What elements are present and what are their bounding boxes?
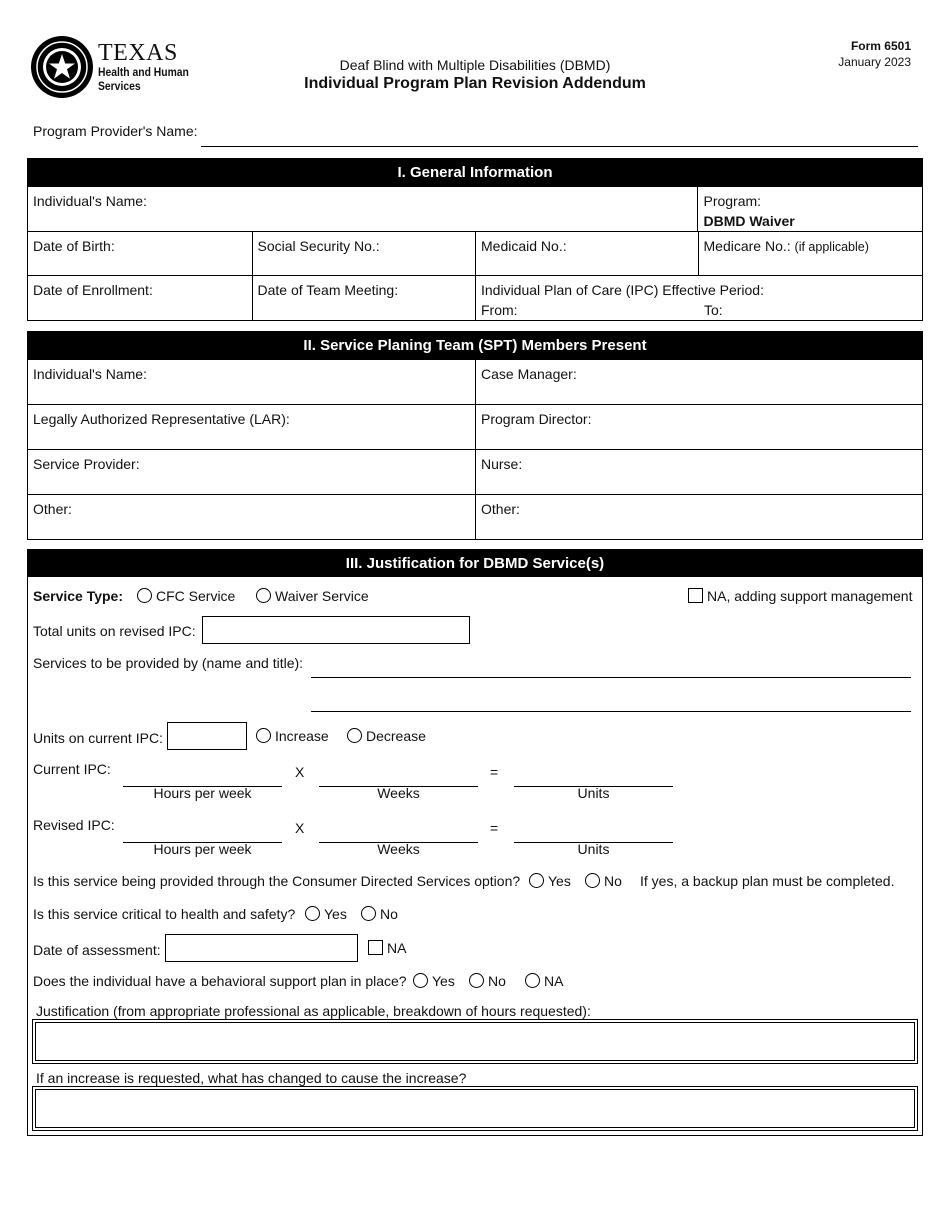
radio-icon bbox=[137, 588, 152, 603]
equals-sign: = bbox=[490, 820, 499, 836]
behavior-question: Does the individual have a behavioral support plan in place? bbox=[33, 973, 407, 989]
section-heading: III. Justification for DBMD Service(s) bbox=[28, 550, 922, 577]
nurse-field[interactable]: Nurse: bbox=[475, 450, 922, 494]
units-current-label: Units on current IPC: bbox=[33, 730, 163, 746]
revised-ipc-label: Revised IPC: bbox=[33, 817, 115, 833]
program-field: Program: DBMD Waiver bbox=[697, 187, 922, 231]
cds-note: If yes, a backup plan must be completed. bbox=[640, 873, 895, 889]
radio-icon bbox=[585, 873, 600, 888]
checkbox-icon bbox=[688, 588, 703, 603]
dob-field[interactable]: Date of Birth: bbox=[33, 238, 115, 254]
behavior-yes-radio[interactable]: Yes bbox=[413, 973, 455, 989]
provider-name-label: Program Provider's Name: bbox=[33, 123, 198, 139]
weeks-caption: Weeks bbox=[377, 785, 420, 801]
increase-reason-textarea[interactable] bbox=[32, 1086, 918, 1131]
waiver-service-radio[interactable]: Waiver Service bbox=[256, 588, 369, 604]
lar-field[interactable]: Legally Authorized Representative (LAR): bbox=[33, 411, 290, 427]
date-assessment-na-checkbox[interactable]: NA bbox=[368, 940, 406, 956]
increase-reason-label: If an increase is requested, what has changed to cause the increase? bbox=[36, 1070, 467, 1086]
ipc-to-label: To: bbox=[704, 302, 723, 318]
other-field-2[interactable]: Other: bbox=[475, 495, 922, 539]
cds-no-radio[interactable]: No bbox=[585, 873, 622, 889]
form-date: January 2023 bbox=[838, 55, 911, 69]
hours-per-week-caption: Hours per week bbox=[153, 841, 252, 857]
form-title: Individual Program Plan Revision Addendum bbox=[304, 75, 646, 92]
hours-per-week-caption: Hours per week bbox=[153, 785, 252, 801]
weeks-caption: Weeks bbox=[377, 841, 420, 857]
logo-texas-text: TEXAS bbox=[98, 40, 178, 66]
other-field-1[interactable]: Other: bbox=[33, 501, 72, 517]
section-general-information bbox=[27, 158, 923, 321]
spt-individual-name-field[interactable]: Individual's Name: bbox=[33, 366, 147, 382]
increase-radio[interactable]: Increase bbox=[256, 728, 329, 744]
ipc-period-field[interactable]: Individual Plan of Care (IPC) Effective Period: From: To: bbox=[475, 276, 922, 320]
cfc-service-radio[interactable]: CFC Service bbox=[137, 588, 235, 604]
form-subtitle: Deaf Blind with Multiple Disabilities (DBMD) bbox=[339, 57, 611, 73]
critical-yes-radio[interactable]: Yes bbox=[305, 906, 347, 922]
radio-icon bbox=[256, 728, 271, 743]
radio-icon bbox=[413, 973, 428, 988]
service-provider-field[interactable]: Service Provider: bbox=[33, 456, 140, 472]
program-value: DBMD Waiver bbox=[703, 213, 795, 229]
services-by-label: Services to be provided by (name and title): bbox=[33, 655, 304, 671]
behavior-na-radio[interactable]: NA bbox=[525, 973, 563, 989]
service-type-label: Service Type: bbox=[33, 588, 124, 604]
radio-icon bbox=[305, 906, 320, 921]
team-meeting-date-field[interactable]: Date of Team Meeting: bbox=[252, 276, 476, 320]
equals-sign: = bbox=[490, 764, 499, 780]
na-support-management-checkbox[interactable]: NA, adding support management bbox=[688, 588, 912, 604]
times-sign: X bbox=[295, 764, 305, 780]
form-number: Form 6501 bbox=[850, 39, 911, 53]
program-director-field[interactable]: Program Director: bbox=[475, 405, 922, 449]
critical-no-radio[interactable]: No bbox=[361, 906, 398, 922]
medicaid-field[interactable]: Medicaid No.: bbox=[475, 232, 698, 275]
services-by-line-2[interactable] bbox=[311, 711, 911, 712]
decrease-radio[interactable]: Decrease bbox=[347, 728, 426, 744]
units-caption: Units bbox=[577, 785, 610, 801]
radio-icon bbox=[256, 588, 271, 603]
section-heading: I. General Information bbox=[28, 159, 922, 186]
units-current-input[interactable] bbox=[167, 722, 247, 750]
radio-icon bbox=[525, 973, 540, 988]
total-units-input[interactable] bbox=[202, 616, 470, 644]
provider-name-field[interactable] bbox=[201, 146, 918, 147]
cds-yes-radio[interactable]: Yes bbox=[529, 873, 571, 889]
radio-icon bbox=[347, 728, 362, 743]
radio-icon bbox=[361, 906, 376, 921]
critical-question: Is this service critical to health and safety? bbox=[33, 906, 296, 922]
services-by-line-1[interactable] bbox=[311, 677, 911, 678]
justification-label: Justification (from appropriate professional as applicable, breakdown of hours requested): bbox=[36, 1003, 591, 1019]
case-manager-field[interactable]: Case Manager: bbox=[475, 360, 922, 404]
cds-question: Is this service being provided through the Consumer Directed Services option? bbox=[33, 873, 521, 889]
current-ipc-label: Current IPC: bbox=[33, 761, 111, 777]
justification-textarea[interactable] bbox=[32, 1019, 918, 1064]
radio-icon bbox=[469, 973, 484, 988]
section-spt-members bbox=[27, 331, 923, 540]
total-units-label: Total units on revised IPC: bbox=[33, 623, 196, 639]
radio-icon bbox=[529, 873, 544, 888]
enrollment-date-field[interactable]: Date of Enrollment: bbox=[33, 282, 153, 298]
units-caption: Units bbox=[577, 841, 610, 857]
individual-name-field[interactable]: Individual's Name: bbox=[33, 193, 147, 209]
behavior-no-radio[interactable]: No bbox=[469, 973, 506, 989]
medicare-field[interactable]: Medicare No.: (if applicable) bbox=[698, 232, 923, 275]
date-assessment-input[interactable] bbox=[165, 934, 358, 962]
date-assessment-label: Date of assessment: bbox=[33, 942, 161, 958]
logo-hhs-text: Health and Human Services bbox=[98, 67, 189, 93]
section-heading: II. Service Planing Team (SPT) Members Present bbox=[28, 332, 922, 359]
times-sign: X bbox=[295, 820, 305, 836]
ipc-from-label: From: bbox=[481, 302, 518, 318]
ssn-field[interactable]: Social Security No.: bbox=[252, 232, 476, 275]
checkbox-icon bbox=[368, 940, 383, 955]
